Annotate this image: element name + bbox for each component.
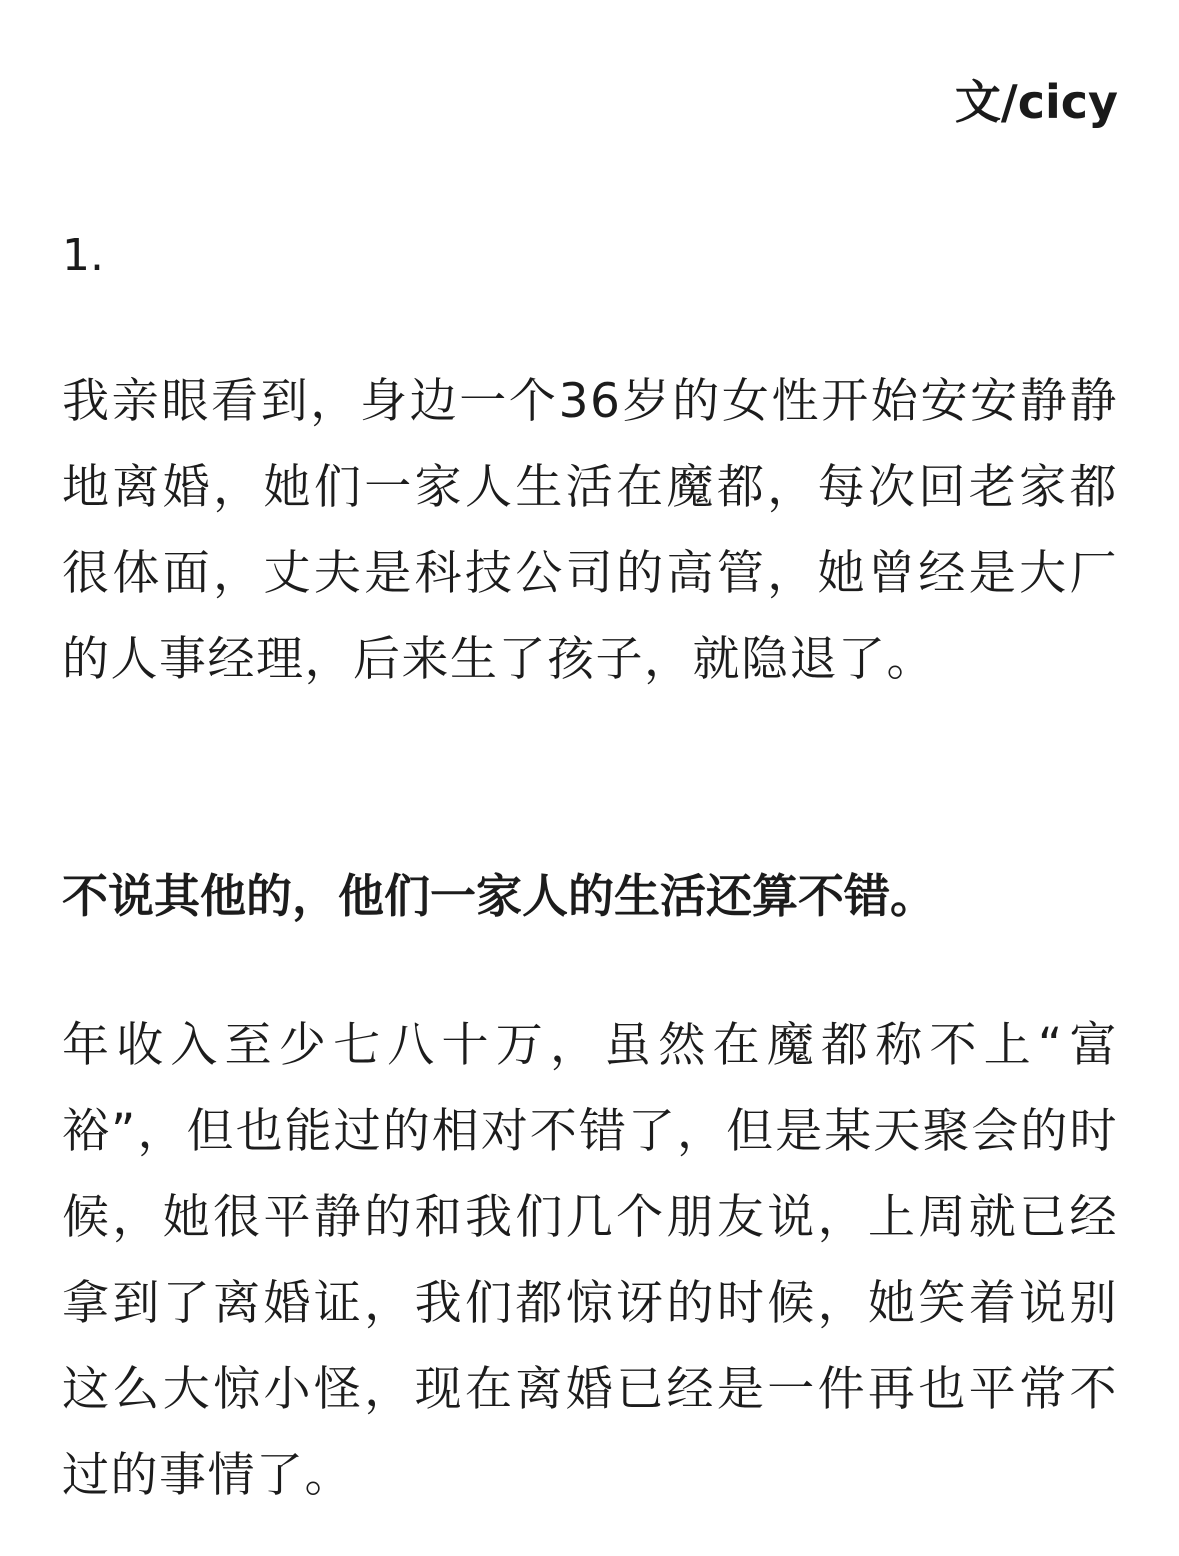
section-number: 1. bbox=[62, 230, 104, 281]
paragraph-1: 我亲眼看到，身边一个36岁的女性开始安安静静地离婚，她们一家人生活在魔都，每次回老家都很体面，丈夫是科技公司的高管，她曾经是大厂的人事经理，后来生了孩子，就隐退了。 bbox=[62, 374, 1118, 687]
paragraph-2-bold: 不说其他的，他们一家人的生活还算不错。 bbox=[62, 869, 936, 923]
paragraph-3: 年收入至少七八十万，虽然在魔都称不上“富裕”，但也能过的相对不错了，但是某天聚会的时候，她很平静的和我们几个朋友说，上周就已经拿到了离婚证，我们都惊讶的时候，她笑着说别这么大惊小怪，现在离婚已经是一件再也平常不过的事情了。 bbox=[62, 1018, 1118, 1503]
author-byline: 文/cicy bbox=[954, 75, 1118, 129]
